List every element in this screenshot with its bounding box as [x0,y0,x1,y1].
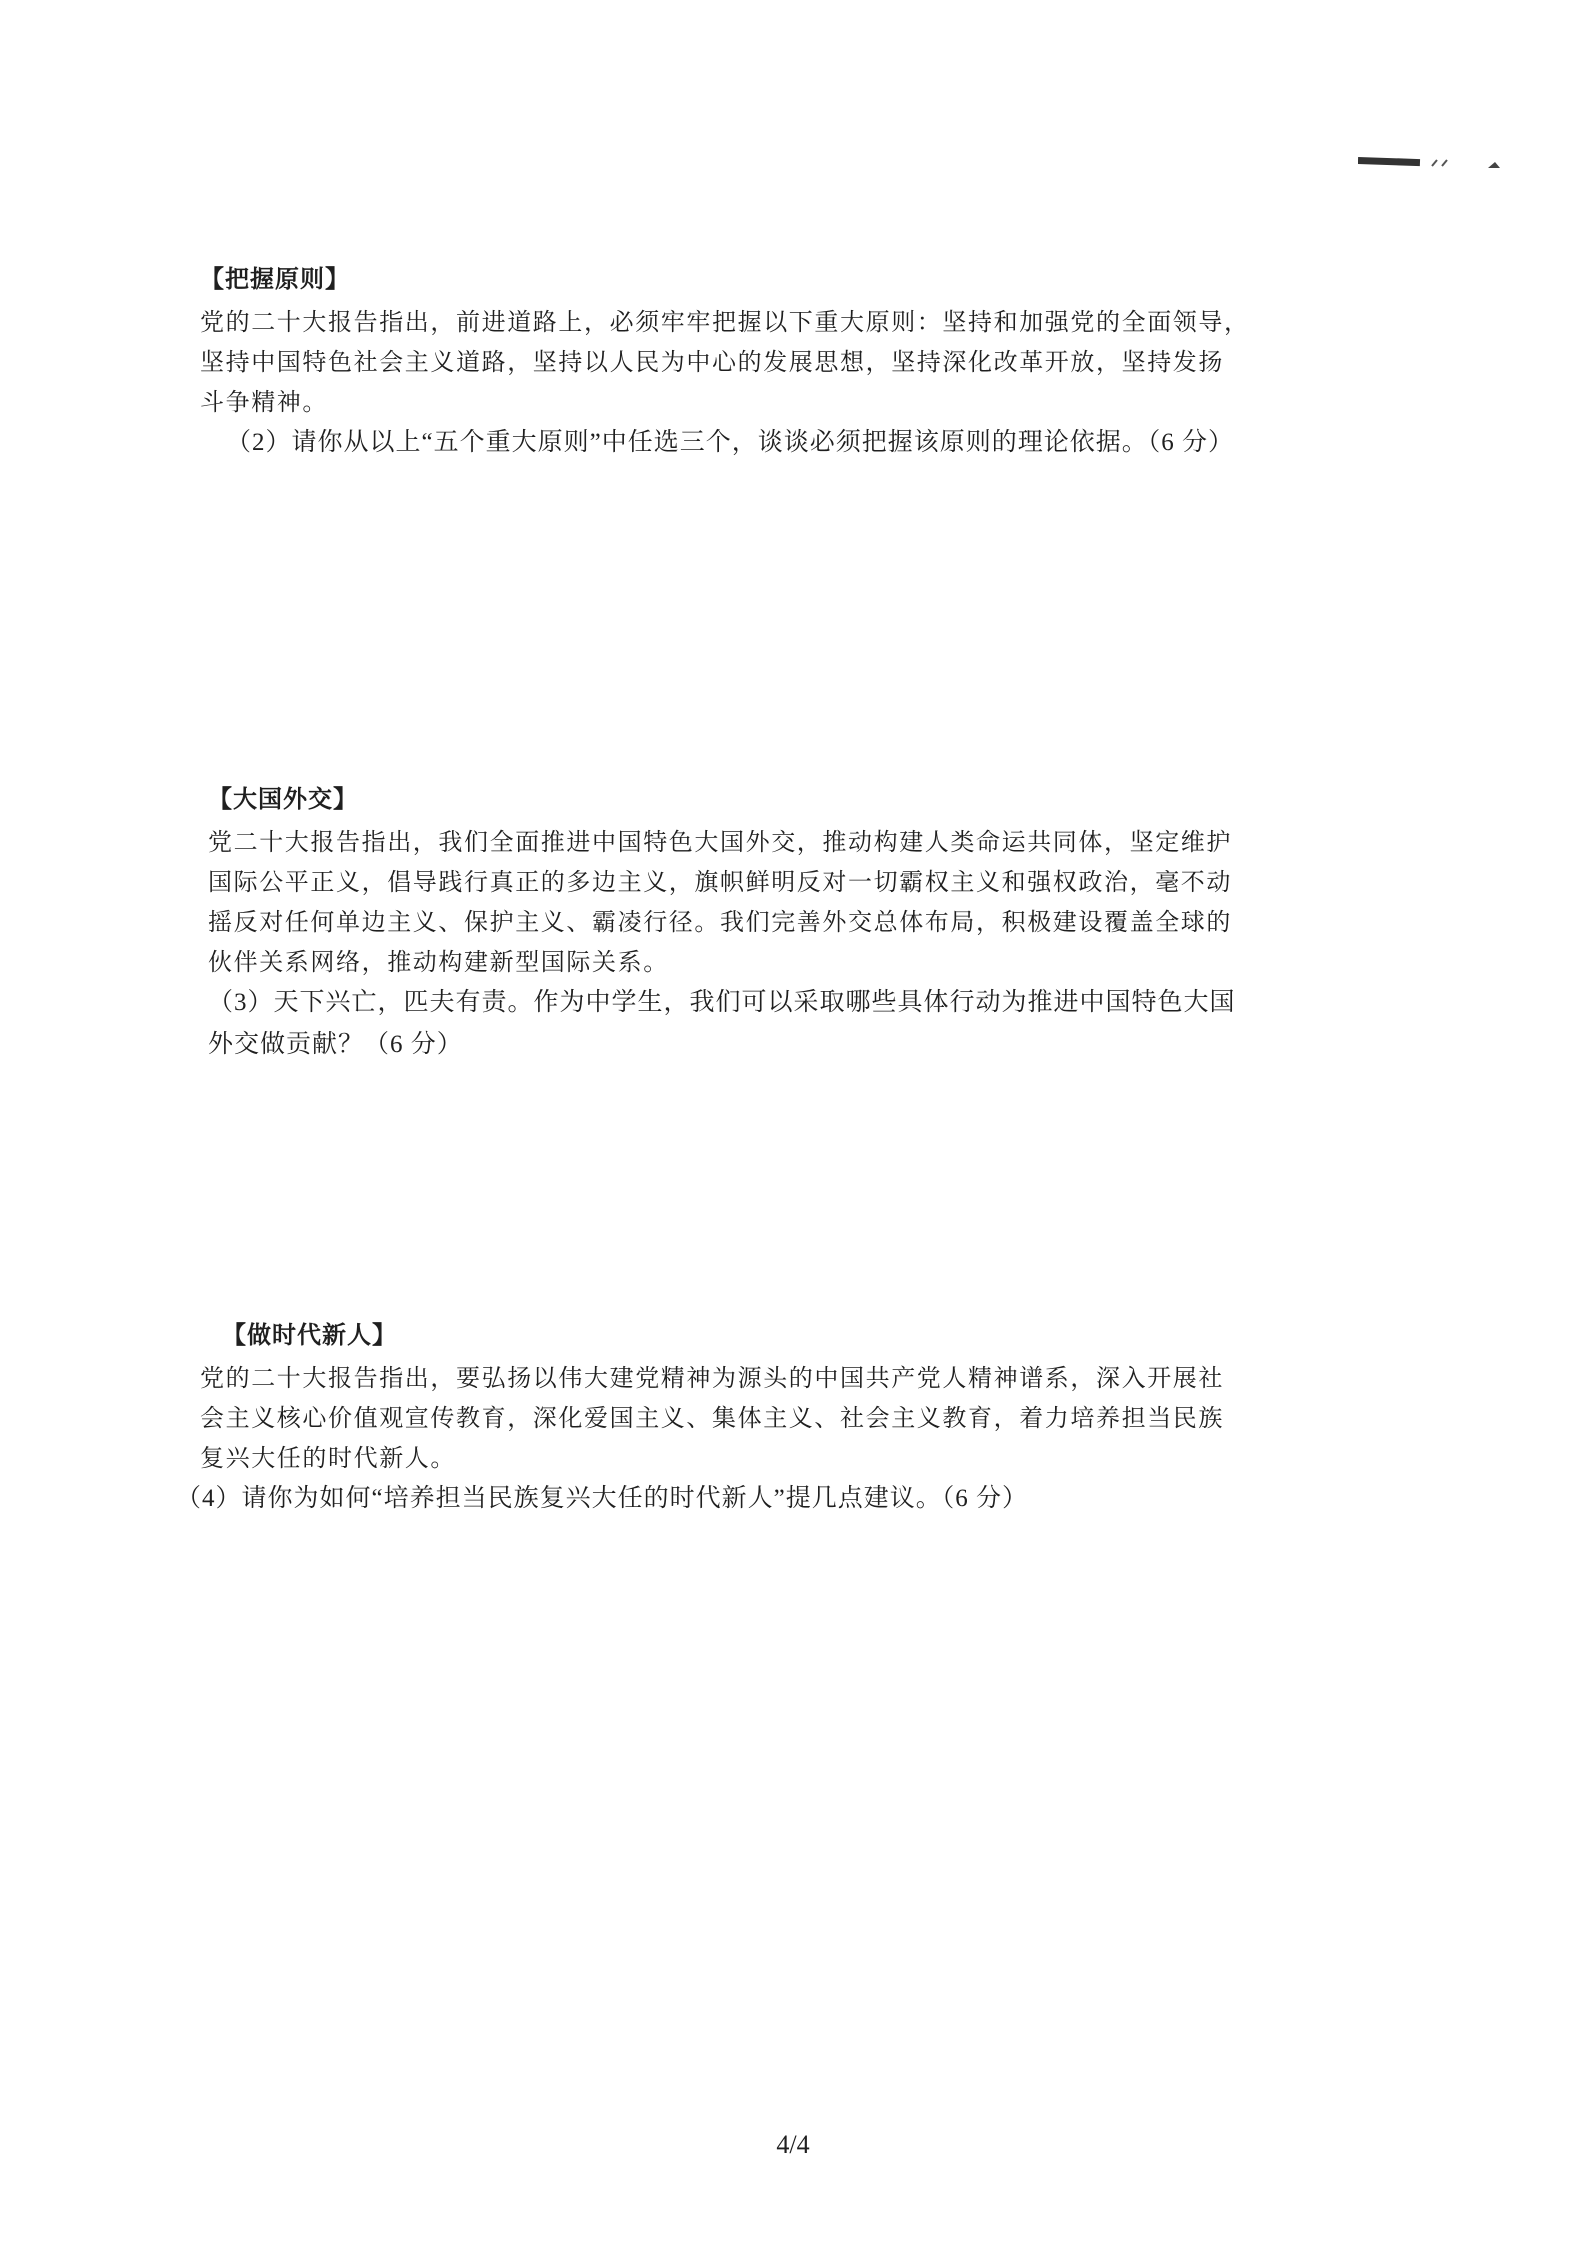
body-line: 摇反对任何单边主义、保护主义、霸凌行径。我们完善外交总体布局，积极建设覆盖全球的 [208,908,1232,936]
question-3: （3）天下兴亡，匹夫有责。作为中学生，我们可以采取哪些具体行动为推进中国特色大国 [208,989,1236,1016]
body-line: 坚持中国特色社会主义道路，坚持以人民为中心的发展思想，坚持深化改革开放，坚持发扬 [200,348,1224,376]
question-4: （4）请你为如何“培养担当民族复兴大任的时代新人”提几点建议。（6 分） [176,1485,1028,1512]
body-line: 复兴大任的时代新人。 [200,1444,456,1472]
scan-artifact-mark [1358,150,1508,180]
body-line: 会主义核心价值观宣传教育，深化爱国主义、集体主义、社会主义教育，着力培养担当民族 [200,1404,1224,1432]
section-heading: 【把握原则】 [200,264,350,293]
page-number: 4/4 [776,2130,810,2159]
body-line: 党的二十大报告指出，前进道路上，必须牢牢把握以下重大原则：坚持和加强党的全面领导， [200,308,1250,336]
question-3-continued: 外交做贡献？（6 分） [208,1031,463,1058]
body-line: 国际公平正义，倡导践行真正的多边主义，旗帜鲜明反对一切霸权主义和强权政治，毫不动 [208,868,1232,896]
section-heading: 【大国外交】 [208,784,358,813]
section-grasp-principles [200,262,1360,464]
body-line: 党二十大报告指出，我们全面推进中国特色大国外交，推动构建人类命运共同体，坚定维护 [208,828,1232,856]
section-major-country-diplomacy [208,782,1368,1066]
section-heading: 【做时代新人】 [222,1320,397,1349]
question-2: （2）请你从以上“五个重大原则”中任选三个，谈谈必须把握该原则的理论依据。（6 分） [226,429,1234,456]
section-new-era-youth [176,1318,1360,1520]
body-line: 伙伴关系网络，推动构建新型国际关系。 [208,948,669,976]
body-line: 斗争精神。 [200,388,328,416]
body-line: 党的二十大报告指出，要弘扬以伟大建党精神为源头的中国共产党人精神谱系，深入开展社 [200,1364,1224,1392]
